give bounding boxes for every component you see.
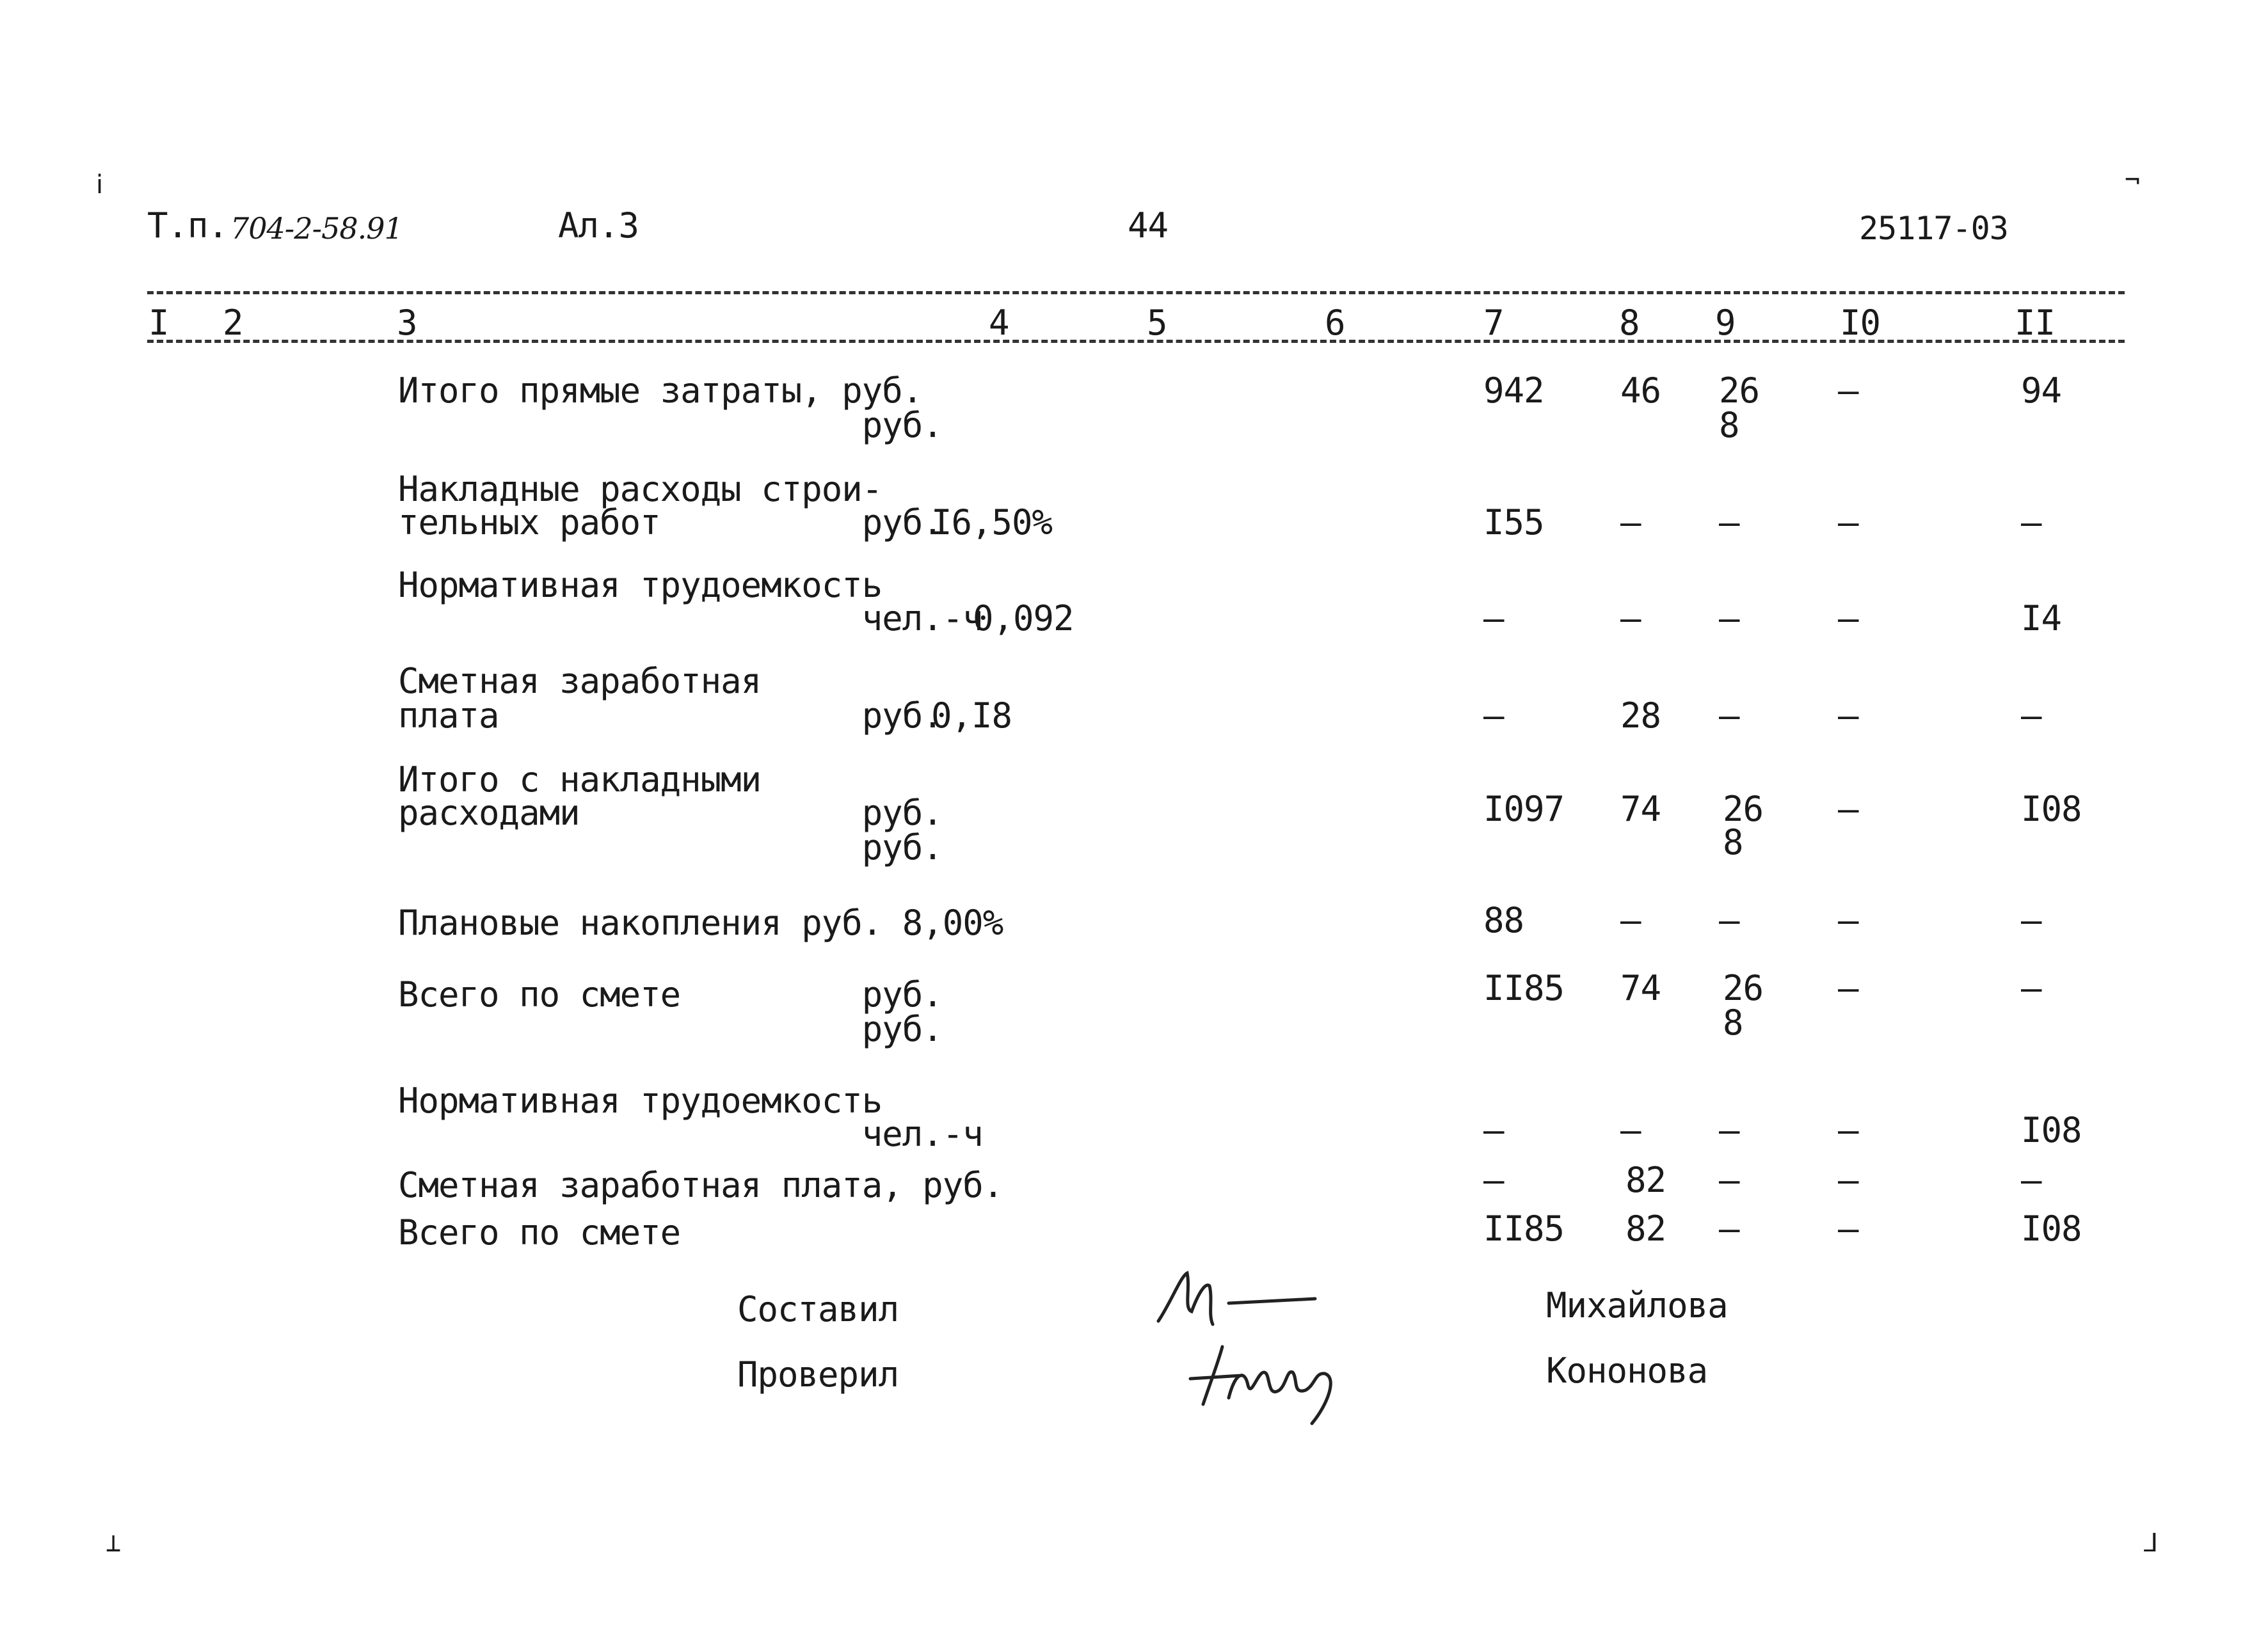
corner-mark-bottom-right: ⅃: [2144, 1528, 2158, 1558]
cell-col4: 0,I8: [931, 695, 1012, 736]
cell-col7: –: [1483, 598, 1504, 638]
cell-col7: II85: [1483, 968, 1565, 1008]
row-label: Всего по смете руб.: [398, 974, 943, 1015]
page-number: 44: [1128, 205, 1169, 246]
cell-col10: –: [1838, 789, 1858, 829]
row-label: тельных работ руб.: [398, 502, 943, 543]
album-number: Ал.3: [558, 205, 639, 246]
signature-checked: [1184, 1334, 1376, 1432]
row-label: руб.: [398, 827, 943, 868]
column-header: I: [148, 303, 169, 343]
row-label: руб.: [398, 405, 943, 445]
cell-col7: I097: [1483, 789, 1565, 829]
row-label: Сметная заработная: [398, 661, 762, 701]
cell-col11: –: [2021, 502, 2041, 543]
cell-col11: I08: [2021, 1209, 2082, 1249]
row-label: Накладные расходы строи-: [398, 469, 882, 509]
column-header: 3: [397, 303, 417, 343]
cell-col11: I08: [2021, 789, 2082, 829]
composed-by-name: Михайлова: [1546, 1285, 1728, 1326]
cell-col11: –: [2021, 695, 2041, 736]
cell-col9-sub: 8: [1719, 405, 1739, 445]
cell-col9: 26: [1723, 789, 1764, 829]
cell-col10: –: [1838, 502, 1858, 543]
cell-col9: –: [1719, 695, 1739, 736]
cell-col10: –: [1838, 695, 1858, 736]
composed-by-label: Составил: [737, 1289, 899, 1329]
row-label: чел.-ч: [398, 598, 983, 638]
cell-col11: –: [2021, 1160, 2041, 1200]
document-code: 25117-03: [1859, 210, 2008, 247]
row-label: Плановые накопления руб. 8,00%: [398, 903, 1003, 943]
corner-mark-top-right: ¬: [2125, 166, 2140, 195]
header-rule-top: [147, 291, 2125, 294]
row-label: Нормативная трудоемкость: [398, 565, 882, 605]
cell-col8: –: [1620, 1110, 1641, 1150]
row-label: Сметная заработная плата, руб.: [398, 1165, 1003, 1205]
corner-mark-top-left: ⅰ: [96, 170, 103, 200]
row-label: Всего по смете: [398, 1212, 681, 1253]
tp-prefix: Т.п.: [147, 205, 228, 246]
row-label: Итого прямые затраты, руб.: [398, 370, 923, 411]
row-label: руб.: [398, 1009, 943, 1049]
cell-col7: –: [1483, 1160, 1504, 1200]
cell-col4: 0,092: [973, 598, 1074, 638]
cell-col9: –: [1719, 900, 1739, 940]
corner-mark-bottom-left: ⊥: [106, 1528, 121, 1558]
cell-col9: 26: [1719, 370, 1760, 411]
row-label: Итого с накладными: [398, 759, 762, 800]
row-label: чел.-ч: [398, 1114, 983, 1154]
cell-col7: I55: [1483, 502, 1544, 543]
cell-col8: 28: [1620, 695, 1661, 736]
column-header: I0: [1840, 303, 1881, 343]
cell-col11: I08: [2021, 1110, 2082, 1150]
cell-col9: –: [1719, 1209, 1739, 1249]
cell-col8: –: [1620, 900, 1641, 940]
row-label: плата руб.: [398, 695, 943, 736]
cell-col10: –: [1838, 1160, 1858, 1200]
cell-col11: 94: [2021, 370, 2062, 411]
cell-col8: 82: [1625, 1160, 1666, 1200]
cell-col9: –: [1719, 1110, 1739, 1150]
checked-by-label: Проверил: [737, 1354, 899, 1395]
cell-col7: –: [1483, 695, 1504, 736]
cell-col4: I6,50%: [931, 502, 1053, 543]
column-header: 9: [1715, 303, 1736, 343]
cell-col10: –: [1838, 370, 1858, 411]
cell-col8: 46: [1620, 370, 1661, 411]
cell-col11: –: [2021, 900, 2041, 940]
cell-col7: II85: [1483, 1209, 1565, 1249]
cell-col8: –: [1620, 598, 1641, 638]
cell-col7: 88: [1483, 900, 1524, 940]
cell-col11: I4: [2021, 598, 2062, 638]
cell-col9: 26: [1723, 968, 1764, 1008]
column-header: 6: [1325, 303, 1345, 343]
row-label: Нормативная трудоемкость: [398, 1081, 882, 1121]
cell-col8: –: [1620, 502, 1641, 543]
cell-col9: –: [1719, 502, 1739, 543]
tp-number-handwritten: 704-2-58.91: [230, 211, 403, 246]
cell-col7: 942: [1483, 370, 1544, 411]
column-header: 4: [989, 303, 1009, 343]
column-header: 7: [1483, 303, 1504, 343]
cell-col10: –: [1838, 1209, 1858, 1249]
cell-col9: –: [1719, 1160, 1739, 1200]
row-label: расходами руб.: [398, 793, 943, 833]
column-header: 8: [1619, 303, 1640, 343]
cell-col7: –: [1483, 1110, 1504, 1150]
cell-col8: 82: [1625, 1209, 1666, 1249]
cell-col9: –: [1719, 598, 1739, 638]
checked-by-name: Кононова: [1546, 1351, 1708, 1391]
cell-col8: 74: [1620, 968, 1661, 1008]
signature-composed: [1152, 1264, 1338, 1336]
cell-col10: –: [1838, 598, 1858, 638]
cell-col10: –: [1838, 900, 1858, 940]
cell-col8: 74: [1620, 789, 1661, 829]
cell-col10: –: [1838, 1110, 1858, 1150]
cell-col11: –: [2021, 968, 2041, 1008]
column-header: II: [2015, 303, 2056, 343]
header-rule-bottom: [147, 340, 2125, 343]
cell-col10: –: [1838, 968, 1858, 1008]
column-header: 5: [1147, 303, 1167, 343]
cell-col9-sub: 8: [1723, 1003, 1743, 1043]
column-header: 2: [223, 303, 243, 343]
cell-col9-sub: 8: [1723, 822, 1743, 862]
